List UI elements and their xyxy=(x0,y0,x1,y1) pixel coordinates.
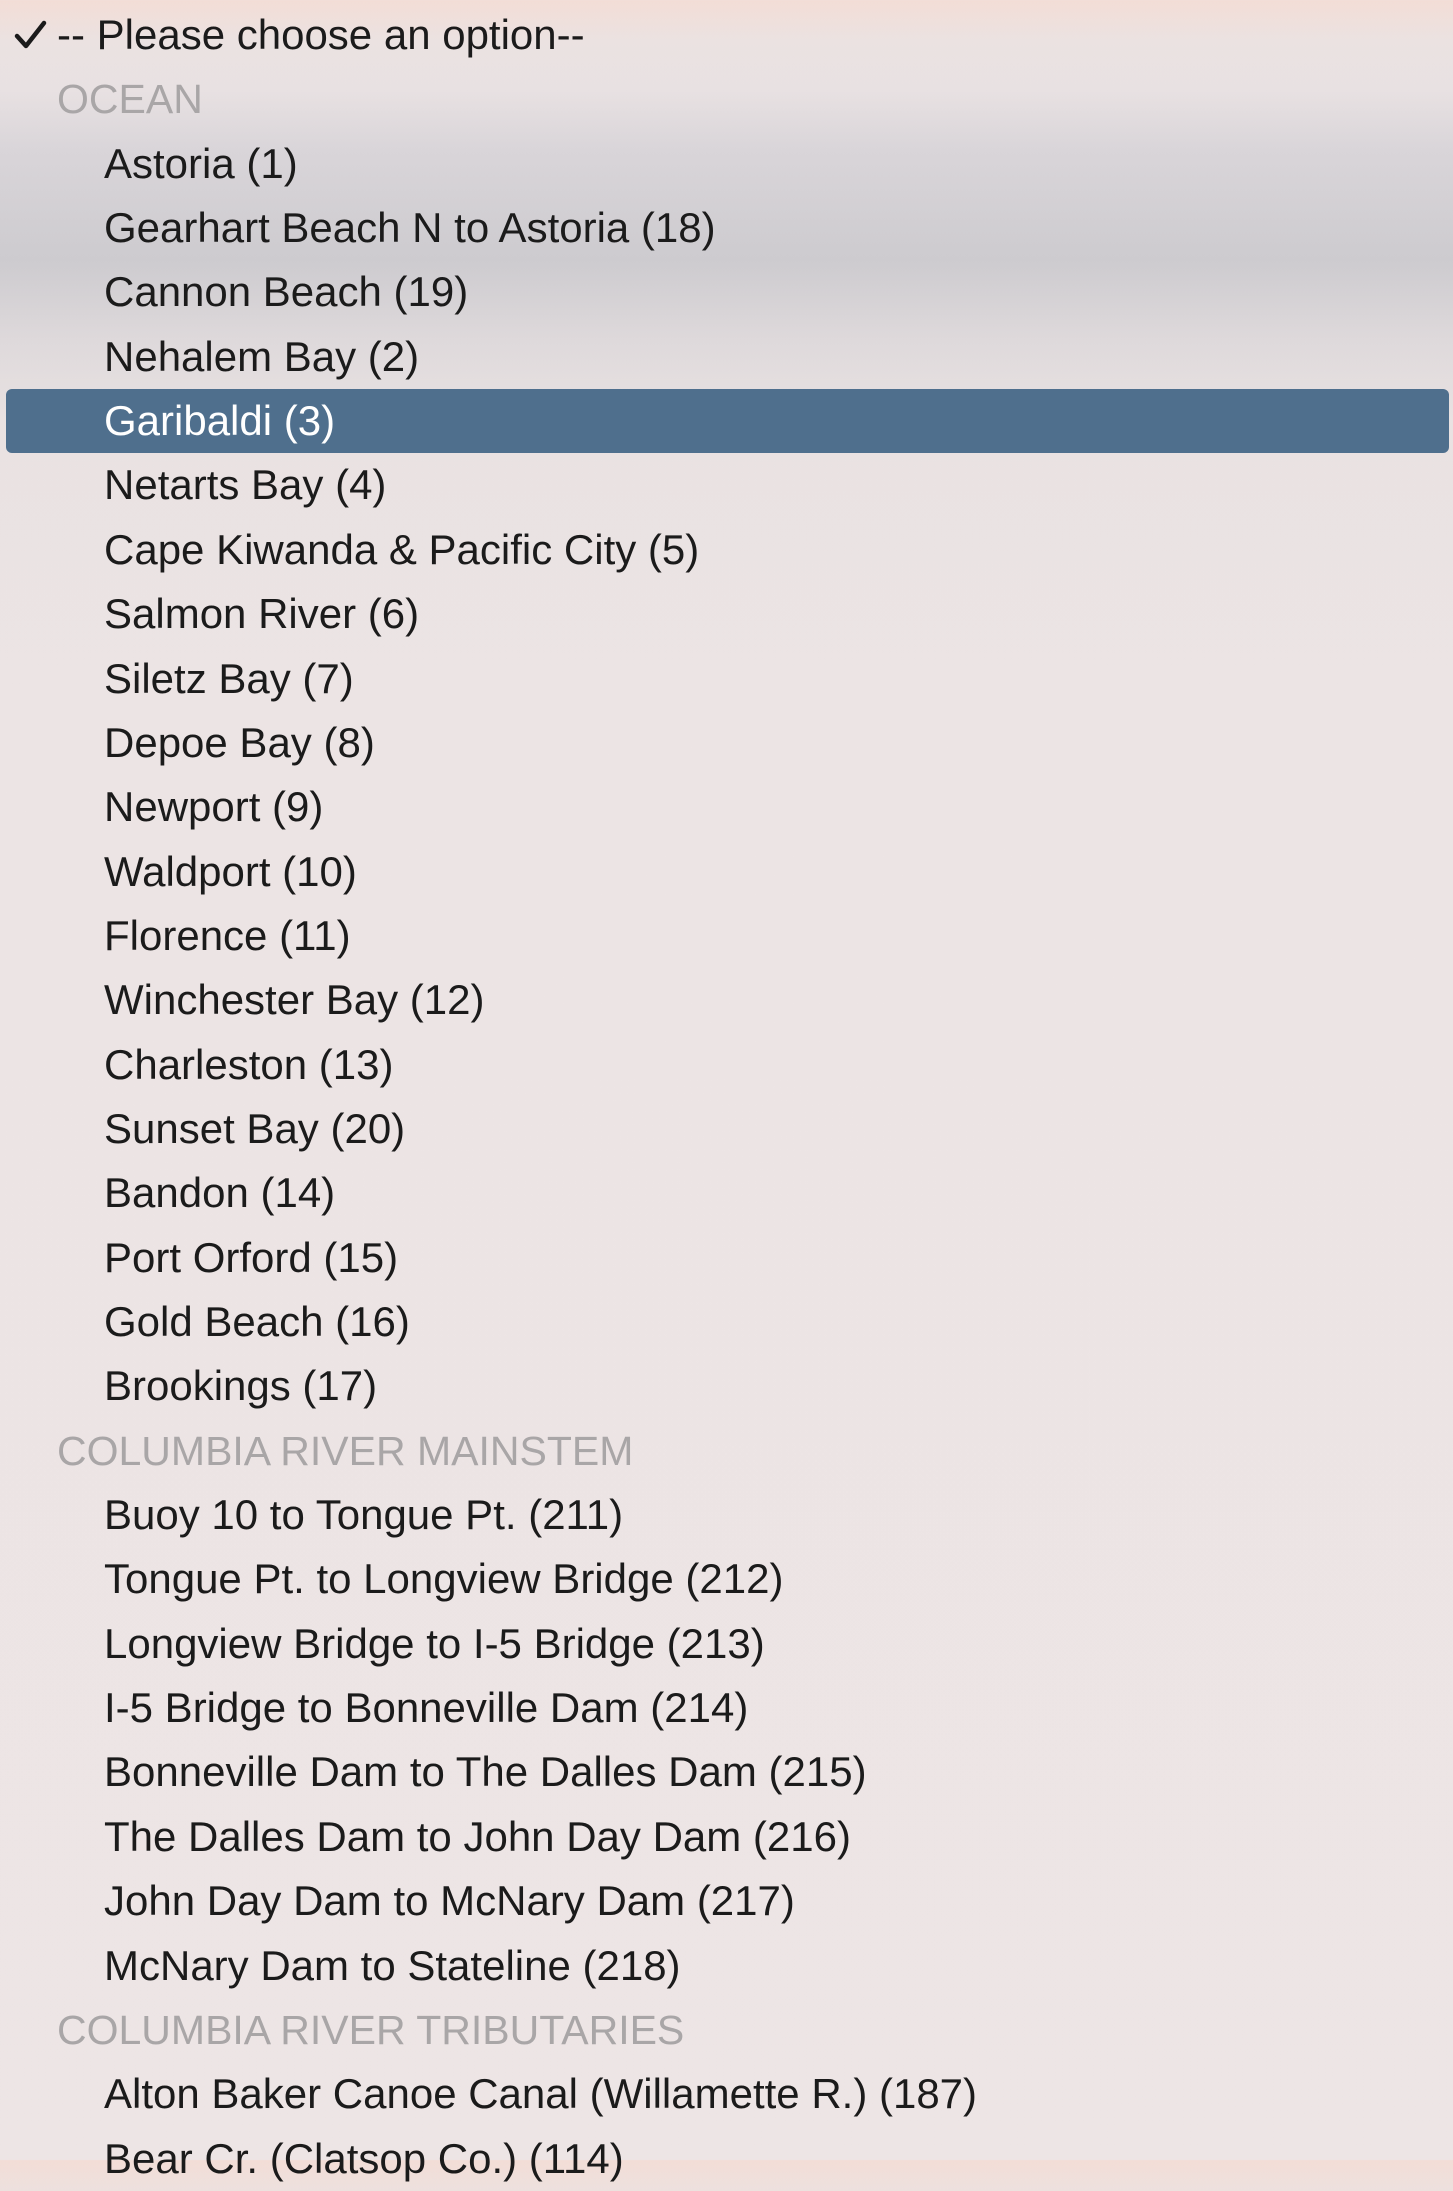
option-item[interactable] xyxy=(0,1354,1453,1418)
option-item-label: Cape Kiwanda & Pacific City (5) xyxy=(104,525,700,573)
option-item-label: Alton Baker Canoe Canal (Willamette R.) (187) xyxy=(104,2070,978,2118)
option-item-label: Sunset Bay (20) xyxy=(104,1104,406,1152)
option-item[interactable] xyxy=(0,1483,1453,1547)
option-item-label: Longview Bridge to I-5 Bridge (213) xyxy=(104,1619,765,1667)
option-item[interactable] xyxy=(0,325,1453,389)
option-item[interactable] xyxy=(0,840,1453,904)
option-item[interactable] xyxy=(0,1226,1453,1290)
option-item[interactable] xyxy=(0,1805,1453,1869)
option-item-label: Bear Cr. (Clatsop Co.) (114) xyxy=(104,2134,624,2182)
option-item-label: Winchester Bay (12) xyxy=(104,976,485,1024)
option-item-label: Brookings (17) xyxy=(104,1362,378,1410)
optgroup-header-label: COLUMBIA RIVER MAINSTEM xyxy=(57,1427,634,1474)
option-item[interactable] xyxy=(0,1612,1453,1676)
option-item[interactable] xyxy=(0,260,1453,324)
option-item-label: Waldport (10) xyxy=(104,847,357,895)
option-item-label: Bandon (14) xyxy=(104,1169,336,1217)
optgroup-header-label: COLUMBIA RIVER TRIBUTARIES xyxy=(57,2006,685,2053)
optgroup-header-label: OCEAN xyxy=(57,76,203,123)
option-item-label: Netarts Bay (4) xyxy=(104,461,387,509)
option-item[interactable] xyxy=(0,1290,1453,1354)
option-item-label: Gold Beach (16) xyxy=(104,1298,410,1345)
option-item[interactable] xyxy=(0,1547,1453,1611)
option-item-label: Tongue Pt. to Longview Bridge (212) xyxy=(104,1555,784,1603)
option-item-label: Nehalem Bay (2) xyxy=(104,332,420,380)
option-item-label: Siletz Bay (7) xyxy=(104,654,354,702)
option-item[interactable] xyxy=(0,1676,1453,1740)
checkmark-icon xyxy=(13,17,49,53)
option-item-selected-label: Garibaldi (3) xyxy=(104,397,336,445)
option-item-label: McNary Dam to Stateline (218) xyxy=(104,1941,681,1989)
option-item[interactable] xyxy=(0,518,1453,582)
option-item[interactable] xyxy=(0,968,1453,1032)
option-item[interactable] xyxy=(0,453,1453,517)
option-item-label: Charleston (13) xyxy=(104,1040,394,1088)
option-item[interactable] xyxy=(0,1097,1453,1161)
option-item[interactable] xyxy=(0,775,1453,839)
option-item-label: John Day Dam to McNary Dam (217) xyxy=(104,1877,795,1925)
option-item[interactable] xyxy=(0,2062,1453,2126)
option-item-label: Florence (11) xyxy=(104,911,351,959)
option-item[interactable] xyxy=(0,904,1453,968)
option-item-label: Buoy 10 to Tongue Pt. (211) xyxy=(104,1491,624,1538)
option-item-selected[interactable] xyxy=(6,389,1449,453)
option-item-label: Salmon River (6) xyxy=(104,590,420,638)
optgroup-header xyxy=(0,67,1453,131)
option-item-label: Depoe Bay (8) xyxy=(104,718,375,766)
option-item-label: Port Orford (15) xyxy=(104,1233,399,1281)
option-item-label: Astoria (1) xyxy=(104,139,298,187)
option-item-label: Gearhart Beach N to Astoria (18) xyxy=(104,204,716,251)
option-placeholder[interactable] xyxy=(0,3,1453,67)
option-placeholder-label: -- Please choose an option-- xyxy=(57,11,585,58)
optgroup-header xyxy=(0,1419,1453,1483)
option-item-label: The Dalles Dam to John Day Dam (216) xyxy=(104,1812,851,1860)
option-item[interactable] xyxy=(0,582,1453,646)
option-item[interactable] xyxy=(0,1934,1453,1998)
option-item-label: Bonneville Dam to The Dalles Dam (215) xyxy=(104,1748,867,1796)
option-item[interactable] xyxy=(0,1869,1453,1933)
option-item-label: Cannon Beach (19) xyxy=(104,268,469,316)
option-item[interactable] xyxy=(0,647,1453,711)
option-item[interactable] xyxy=(0,1033,1453,1097)
option-item[interactable] xyxy=(0,132,1453,196)
option-item[interactable] xyxy=(0,2127,1453,2191)
optgroup-header xyxy=(0,1998,1453,2062)
option-item[interactable] xyxy=(0,711,1453,775)
option-item[interactable] xyxy=(0,1161,1453,1225)
option-item-label: I-5 Bridge to Bonneville Dam (214) xyxy=(104,1684,749,1732)
option-item[interactable] xyxy=(0,1740,1453,1804)
option-item[interactable] xyxy=(0,196,1453,260)
option-item-label: Newport (9) xyxy=(104,783,324,831)
